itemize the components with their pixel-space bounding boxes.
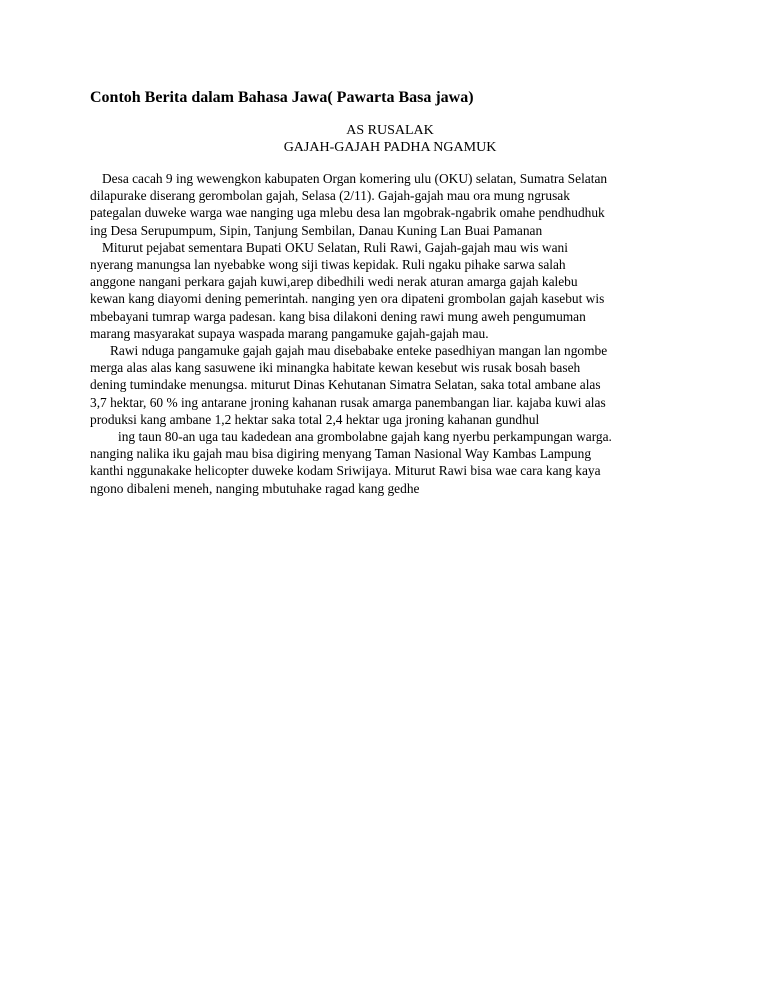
text-line: nyerang manungsa lan nyebabke wong siji tiwas kepidak. Ruli ngaku pihake sarwa salah [90,257,566,273]
text-line: ing Desa Serupumpum, Sipin, Tanjung Sembilan, Danau Kuning Lan Buai Pamanan [90,222,543,238]
text-line: merga alas alas kang sasuwene iki minangka habitate kewan kesebut wis rusak bosah baseh [90,360,581,376]
document-title: Contoh Berita dalam Bahasa Jawa( Pawarta Basa jawa) [90,89,474,106]
text-line: kewan kang diayomi dening pemerintah. nanging yen ora dipateni grombolan gajah kasebut wis [90,291,605,307]
text-line: ngono dibaleni meneh, nanging mbutuhake ragad kang gedhe [90,480,420,496]
text-line: Rawi nduga pangamuke gajah gajah mau disebabake enteke pasedhiyan mangan lan ngombe [110,343,608,359]
text-line: ing taun 80-an uga tau kadedean ana grombolabne gajah kang nyerbu perkampungan warga. [118,429,612,445]
headline-line-2: GAJAH-GAJAH PADHA NGAMUK [283,140,497,155]
document-page [90,88,690,497]
text-line: anggone nangani perkara gajah kuwi,arep dibedhili wedi nerak aturan amarga gajah kalebu [90,274,578,290]
text-line: Miturut pejabat sementara Bupati OKU Selatan, Ruli Rawi, Gajah-gajah mau wis wani [102,239,568,255]
text-line: mbebayani tumrap warga padesan. kang bisa dilakoni dening rawi mung aweh pengumuman [90,308,586,324]
text-line: dilapurake diserang gerombolan gajah, Selasa (2/11). Gajah-gajah mau ora mung ngrusak [90,188,570,204]
text-line: kanthi nggunakake helicopter duweke kodam Sriwijaya. Miturut Rawi bisa wae cara kang kaya [90,463,601,479]
text-line: produksi kang ambane 1,2 hektar saka total 2,4 hektar uga jroning kahanan gundhul [90,411,540,427]
headline-line-1: AS RUSALAK [346,123,434,138]
article-body [90,170,690,497]
text-line: Desa cacah 9 ing wewengkon kabupaten Organ komering ulu (OKU) selatan, Sumatra Selatan [102,171,608,186]
text-line: pategalan duweke warga wae nanging uga mlebu desa lan mgobrak-ngabrik omahe pendhudhuk [90,205,605,221]
text-line: nanging nalika iku gajah mau bisa digiring menyang Taman Nasional Way Kambas Lampung [90,446,592,462]
text-line: 3,7 hektar, 60 % ing antarane jroning kahanan rusak amarga panembangan liar. kajaba kuwi alas [90,394,606,410]
news-headline [90,122,690,156]
text-line: dening tumindake menungsa. miturut Dinas Kehutanan Simatra Selatan, saka total ambane alas [90,377,601,393]
text-line: marang masyarakat supaya waspada marang pangamuke gajah-gajah mau. [90,325,489,341]
